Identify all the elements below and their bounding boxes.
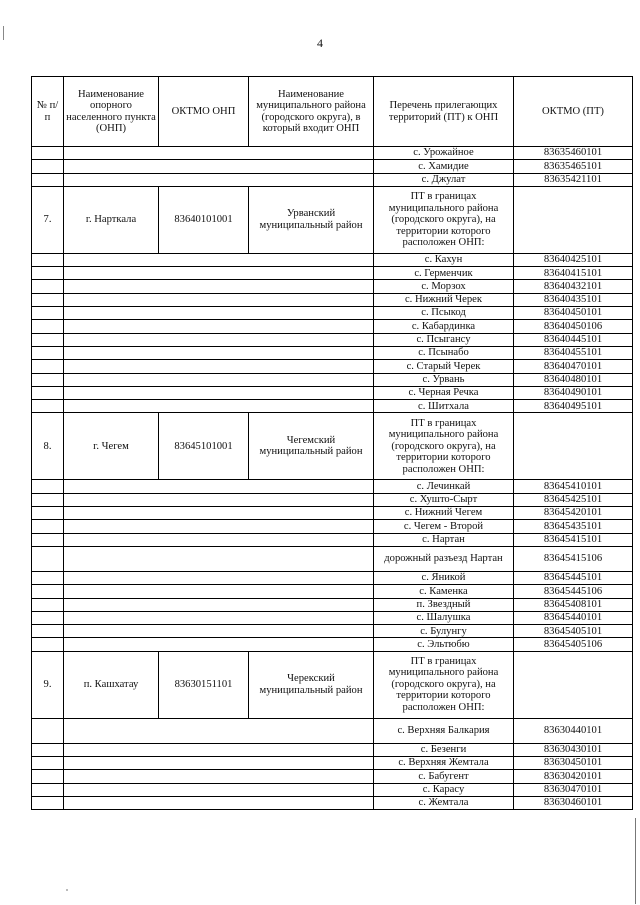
group-number: 8. (32, 413, 64, 480)
scan-edge-mark (635, 818, 636, 904)
pt-section-header: ПТ в границах муниципального района (городского округа), на территории которого расположен ОНП: (374, 413, 514, 480)
empty-cell (32, 507, 64, 520)
pt-oktmo: 83640495101 (514, 400, 633, 413)
empty-cell (32, 360, 64, 373)
empty-cell (32, 718, 64, 743)
table-row (32, 320, 633, 333)
table-row (32, 598, 633, 611)
empty-merged-cell (64, 173, 374, 186)
empty-cell (32, 267, 64, 280)
empty-merged-cell (64, 480, 374, 493)
empty-merged-cell (64, 360, 374, 373)
group-row (32, 651, 633, 718)
empty-merged-cell (64, 757, 374, 770)
group-row (32, 186, 633, 253)
pt-oktmo: 83645435101 (514, 520, 633, 533)
empty-merged-cell (64, 507, 374, 520)
table-row (32, 757, 633, 770)
onp-name: г. Чегем (64, 413, 159, 480)
pt-name: с. Псыкод (374, 307, 514, 320)
empty-cell (32, 743, 64, 756)
empty-cell (32, 320, 64, 333)
empty-merged-cell (64, 520, 374, 533)
pt-oktmo: 83645445106 (514, 585, 633, 598)
empty-merged-cell (64, 625, 374, 638)
pt-oktmo: 83640490101 (514, 386, 633, 399)
table-body (32, 147, 633, 810)
empty-merged-cell (64, 598, 374, 611)
district-name: Чегемский муниципальный район (249, 413, 374, 480)
pt-oktmo: 83640450106 (514, 320, 633, 333)
empty-merged-cell (64, 546, 374, 571)
empty-cell (32, 757, 64, 770)
pt-name: с. Шалушка (374, 611, 514, 624)
settlements-table (31, 76, 633, 810)
empty-merged-cell (64, 147, 374, 160)
page-number: 4 (317, 36, 323, 50)
empty-merged-cell (64, 280, 374, 293)
empty-cell (32, 480, 64, 493)
table-row (32, 307, 633, 320)
district-name: Урванский муниципальный район (249, 186, 374, 253)
empty-cell (32, 625, 64, 638)
table-row (32, 507, 633, 520)
pt-oktmo: 83645415101 (514, 533, 633, 546)
table-row (32, 333, 633, 346)
header-pt-list: Перечень прилегающих территорий (ПТ) к ОНП (374, 77, 514, 147)
table-header-row (32, 77, 633, 147)
header-oktmo-pt: ОКТМО (ПТ) (514, 77, 633, 147)
pt-oktmo-empty (514, 651, 633, 718)
pt-name: с. Безенги (374, 743, 514, 756)
pt-oktmo: 83640445101 (514, 333, 633, 346)
pt-name: с. Урвань (374, 373, 514, 386)
onp-name: п. Кашхатау (64, 651, 159, 718)
table-row (32, 585, 633, 598)
empty-cell (32, 386, 64, 399)
pt-oktmo: 83645405106 (514, 638, 633, 651)
table-row (32, 160, 633, 173)
pt-oktmo: 83640432101 (514, 280, 633, 293)
empty-cell (32, 546, 64, 571)
pt-name: п. Звездный (374, 598, 514, 611)
table-row (32, 611, 633, 624)
table-row (32, 293, 633, 306)
table-row (32, 571, 633, 584)
empty-cell (32, 307, 64, 320)
empty-cell (32, 585, 64, 598)
table-row (32, 520, 633, 533)
pt-oktmo: 83630420101 (514, 770, 633, 783)
empty-merged-cell (64, 611, 374, 624)
empty-merged-cell (64, 770, 374, 783)
pt-oktmo: 83645410101 (514, 480, 633, 493)
pt-oktmo: 83630450101 (514, 757, 633, 770)
pt-name: с. Каменка (374, 585, 514, 598)
header-oktmo-onp: ОКТМО ОНП (159, 77, 249, 147)
pt-oktmo: 83645425101 (514, 493, 633, 506)
table-row (32, 360, 633, 373)
empty-merged-cell (64, 638, 374, 651)
pt-oktmo: 83645405101 (514, 625, 633, 638)
empty-cell (32, 493, 64, 506)
table-row (32, 493, 633, 506)
empty-merged-cell (64, 585, 374, 598)
pt-name: с. Карасу (374, 783, 514, 796)
pt-oktmo: 83640425101 (514, 253, 633, 266)
pt-name: с. Верхняя Жемтала (374, 757, 514, 770)
empty-cell (32, 293, 64, 306)
pt-oktmo: 83640480101 (514, 373, 633, 386)
pt-oktmo: 83645415106 (514, 546, 633, 571)
table-row (32, 796, 633, 809)
pt-oktmo: 83630470101 (514, 783, 633, 796)
table-row (32, 400, 633, 413)
empty-cell (32, 796, 64, 809)
pt-oktmo: 83640455101 (514, 346, 633, 359)
pt-oktmo: 83635421101 (514, 173, 633, 186)
table-row (32, 253, 633, 266)
table-row (32, 783, 633, 796)
pt-name: с. Яникой (374, 571, 514, 584)
pt-oktmo: 83645445101 (514, 571, 633, 584)
table-row (32, 770, 633, 783)
pt-name: с. Бабугент (374, 770, 514, 783)
table-row (32, 533, 633, 546)
empty-merged-cell (64, 307, 374, 320)
pt-oktmo: 83640470101 (514, 360, 633, 373)
header-onp-name: Наименование опорного населенного пункта (ОНП) (64, 77, 159, 147)
pt-name: с. Эльтюбю (374, 638, 514, 651)
pt-name: с. Псыгансу (374, 333, 514, 346)
pt-oktmo: 83635460101 (514, 147, 633, 160)
empty-merged-cell (64, 743, 374, 756)
table-row (32, 718, 633, 743)
table-row (32, 546, 633, 571)
pt-name: с. Жемтала (374, 796, 514, 809)
pt-oktmo: 83630440101 (514, 718, 633, 743)
onp-oktmo: 83645101001 (159, 413, 249, 480)
pt-oktmo: 83645440101 (514, 611, 633, 624)
pt-name: с. Герменчик (374, 267, 514, 280)
onp-oktmo: 83640101001 (159, 186, 249, 253)
empty-cell (32, 783, 64, 796)
pt-section-header: ПТ в границах муниципального района (городского округа), на территории которого расположен ОНП: (374, 651, 514, 718)
table-row (32, 147, 633, 160)
pt-oktmo: 83640450101 (514, 307, 633, 320)
empty-cell (32, 253, 64, 266)
pt-name: с. Черная Речка (374, 386, 514, 399)
pt-oktmo: 83640415101 (514, 267, 633, 280)
empty-cell (32, 638, 64, 651)
group-number: 9. (32, 651, 64, 718)
table-row (32, 346, 633, 359)
empty-merged-cell (64, 320, 374, 333)
empty-merged-cell (64, 386, 374, 399)
empty-merged-cell (64, 796, 374, 809)
pt-section-header: ПТ в границах муниципального района (городского округа), на территории которого расположен ОНП: (374, 186, 514, 253)
empty-cell (32, 571, 64, 584)
onp-name: г. Нарткала (64, 186, 159, 253)
empty-merged-cell (64, 783, 374, 796)
pt-name: с. Нижний Черек (374, 293, 514, 306)
empty-merged-cell (64, 571, 374, 584)
district-name: Черекский муниципальный район (249, 651, 374, 718)
pt-name: с. Нартан (374, 533, 514, 546)
empty-cell (32, 611, 64, 624)
pt-name: с. Морзох (374, 280, 514, 293)
table-row (32, 480, 633, 493)
empty-merged-cell (64, 718, 374, 743)
empty-merged-cell (64, 373, 374, 386)
pt-name: дорожный разъезд Нартан (374, 546, 514, 571)
pt-name: с. Чегем - Второй (374, 520, 514, 533)
table-row (32, 386, 633, 399)
pt-name: с. Урожайное (374, 147, 514, 160)
scan-speck (66, 889, 68, 891)
table-row (32, 267, 633, 280)
pt-oktmo: 83640435101 (514, 293, 633, 306)
empty-merged-cell (64, 400, 374, 413)
empty-cell (32, 598, 64, 611)
pt-name: с. Кахун (374, 253, 514, 266)
table-row (32, 173, 633, 186)
empty-cell (32, 400, 64, 413)
empty-cell (32, 373, 64, 386)
empty-merged-cell (64, 160, 374, 173)
empty-merged-cell (64, 493, 374, 506)
table-row (32, 638, 633, 651)
header-district: Наименование муниципального района (городского округа), в который входит ОНП (249, 77, 374, 147)
table-row (32, 373, 633, 386)
table-row (32, 743, 633, 756)
pt-oktmo: 83630460101 (514, 796, 633, 809)
pt-oktmo-empty (514, 186, 633, 253)
table-row (32, 625, 633, 638)
group-number: 7. (32, 186, 64, 253)
pt-name: с. Кабардинка (374, 320, 514, 333)
empty-cell (32, 333, 64, 346)
pt-name: с. Псынабо (374, 346, 514, 359)
empty-cell (32, 346, 64, 359)
empty-cell (32, 147, 64, 160)
empty-cell (32, 160, 64, 173)
header-number: № п/п (32, 77, 64, 147)
empty-merged-cell (64, 293, 374, 306)
empty-cell (32, 770, 64, 783)
empty-cell (32, 520, 64, 533)
pt-name: с. Булунгу (374, 625, 514, 638)
group-row (32, 413, 633, 480)
table-row (32, 280, 633, 293)
pt-name: с. Хушто-Сырт (374, 493, 514, 506)
empty-merged-cell (64, 533, 374, 546)
empty-merged-cell (64, 346, 374, 359)
empty-merged-cell (64, 253, 374, 266)
pt-oktmo-empty (514, 413, 633, 480)
pt-name: с. Старый Черек (374, 360, 514, 373)
pt-oktmo: 83635465101 (514, 160, 633, 173)
empty-cell (32, 280, 64, 293)
pt-name: с. Джулат (374, 173, 514, 186)
pt-name: с. Нижний Чегем (374, 507, 514, 520)
pt-oktmo: 83645408101 (514, 598, 633, 611)
pt-oktmo: 83630430101 (514, 743, 633, 756)
empty-merged-cell (64, 267, 374, 280)
empty-cell (32, 173, 64, 186)
pt-name: с. Шитхала (374, 400, 514, 413)
pt-name: с. Лечинкай (374, 480, 514, 493)
empty-cell (32, 533, 64, 546)
onp-oktmo: 83630151101 (159, 651, 249, 718)
pt-oktmo: 83645420101 (514, 507, 633, 520)
pt-name: с. Верхняя Балкария (374, 718, 514, 743)
empty-merged-cell (64, 333, 374, 346)
pt-name: с. Хамидие (374, 160, 514, 173)
